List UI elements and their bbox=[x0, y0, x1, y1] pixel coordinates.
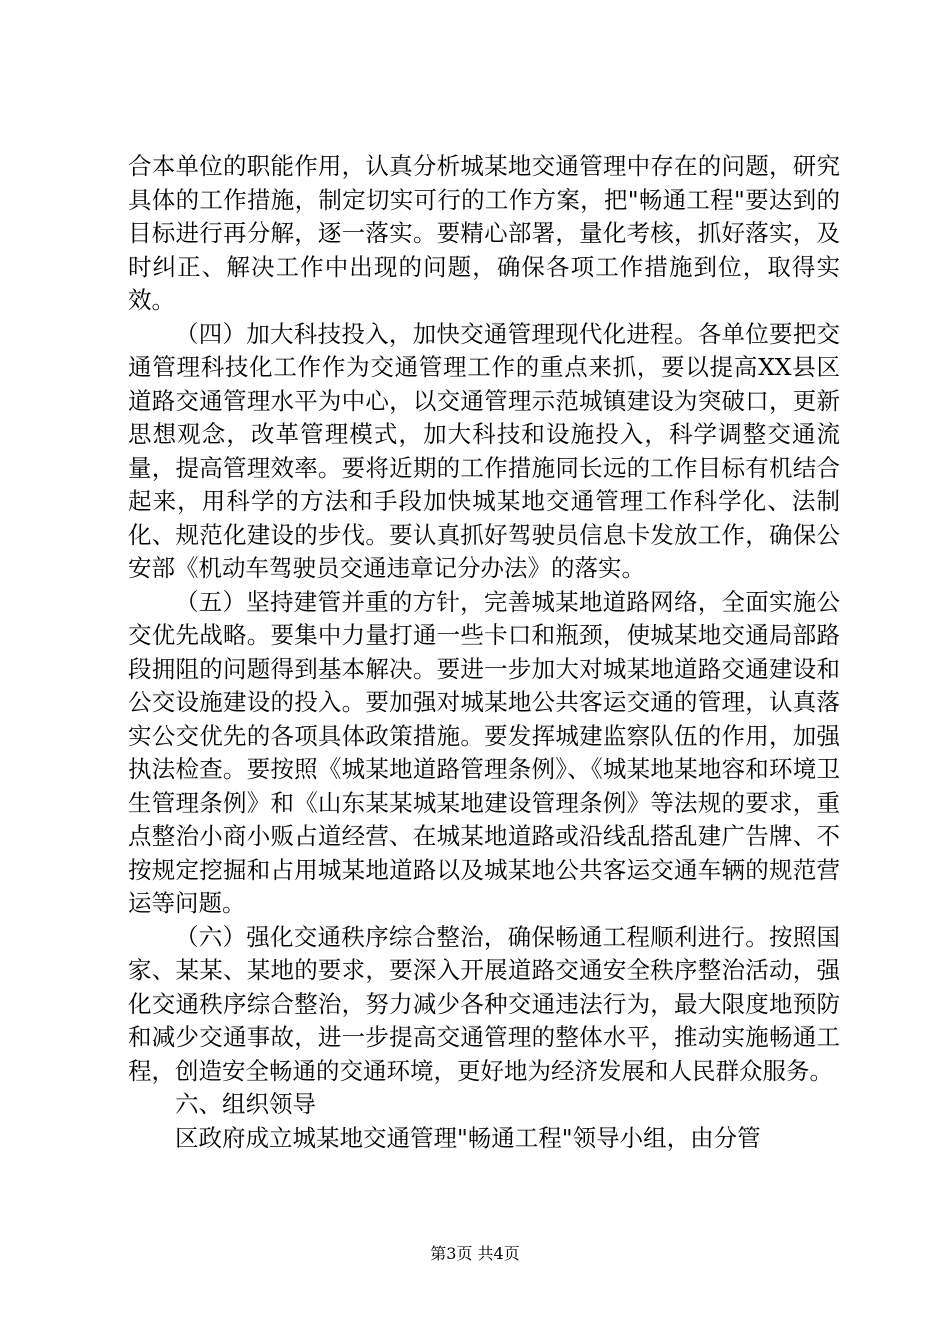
document-body bbox=[128, 150, 840, 1155]
paragraph-leadership: 区政府成立城某地交通管理"畅通工程"领导小组，由分管 bbox=[175, 1123, 761, 1152]
paragraph-continuation: 合本单位的职能作用，认真分析城某地交通管理中存在的问题，研究具体的工作措施，制定切实可行的工作方案，把"畅通工程"要达到的目标进行再分解，逐一落实。要精心部署，量化考核，抓好落实，及时纠正、解决工作中出现的问题，确保各项工作措施到位，取得实效。 bbox=[128, 152, 840, 314]
paragraph-section-4: （四）加大科技投入，加快交通管理现代化进程。各单位要把交通管理科技化工作作为交通管理工作的重点来抓，要以提高XX县区道路交通管理水平为中心，以交通管理示范城镇建设为突破口，更新思想观念，改革管理模式，加大科技和设施投入，科学调整交通流量，提高管理效率。要将近期的工作措施同长远的工作目标有机结合起来，用科学的方法和手段加快城某地交通管理工作科学化、法制化、规范化建设的步伐。要认真抓好驾驶员信息卡发放工作，确保公安部《机动车驾驶员交通违章记分办法》的落实。 bbox=[128, 319, 840, 582]
paragraph-section-6: （六）强化交通秩序综合整治，确保畅通工程顺利进行。按照国家、某某、某地的要求，要深入开展道路交通安全秩序整治活动，强化交通秩序综合整治，努力减少各种交通违法行为，最大限度地预防和减少交通事故，进一步提高交通管理的整体水平，推动实施畅通工程，创造安全畅通的交通环境，更好地为经济发展和人民群众服务。 bbox=[128, 922, 840, 1085]
page-number-label: 第3页 共4页 bbox=[430, 1244, 520, 1263]
page-footer bbox=[0, 1243, 950, 1265]
section-heading: 六、组织领导 bbox=[175, 1090, 316, 1118]
paragraph-section-5: （五）坚持建管并重的方针，完善城某地道路网络，全面实施公交优先战略。要集中力量打通一些卡口和瓶颈，使城某地交通局部路段拥阻的问题得到基本解决。要进一步加大对城某地道路交通建设和公交设施建设的投入。要加强对城某地公共客运交通的管理，认真落实公交优先的各项具体政策措施。要发挥城建监察队伍的作用，加强执法检查。要按照《城某地道路管理条例》、《城某地某地容和环境卫生管理条例》和《山东某某城某地建设管理条例》等法规的要求，重点整治小商小贩占道经营、在城某地道路或沿线乱搭乱建广告牌、不按规定挖掘和占用城某地道路以及城某地公共客运交通车辆的规范营运等问题。 bbox=[128, 587, 840, 917]
